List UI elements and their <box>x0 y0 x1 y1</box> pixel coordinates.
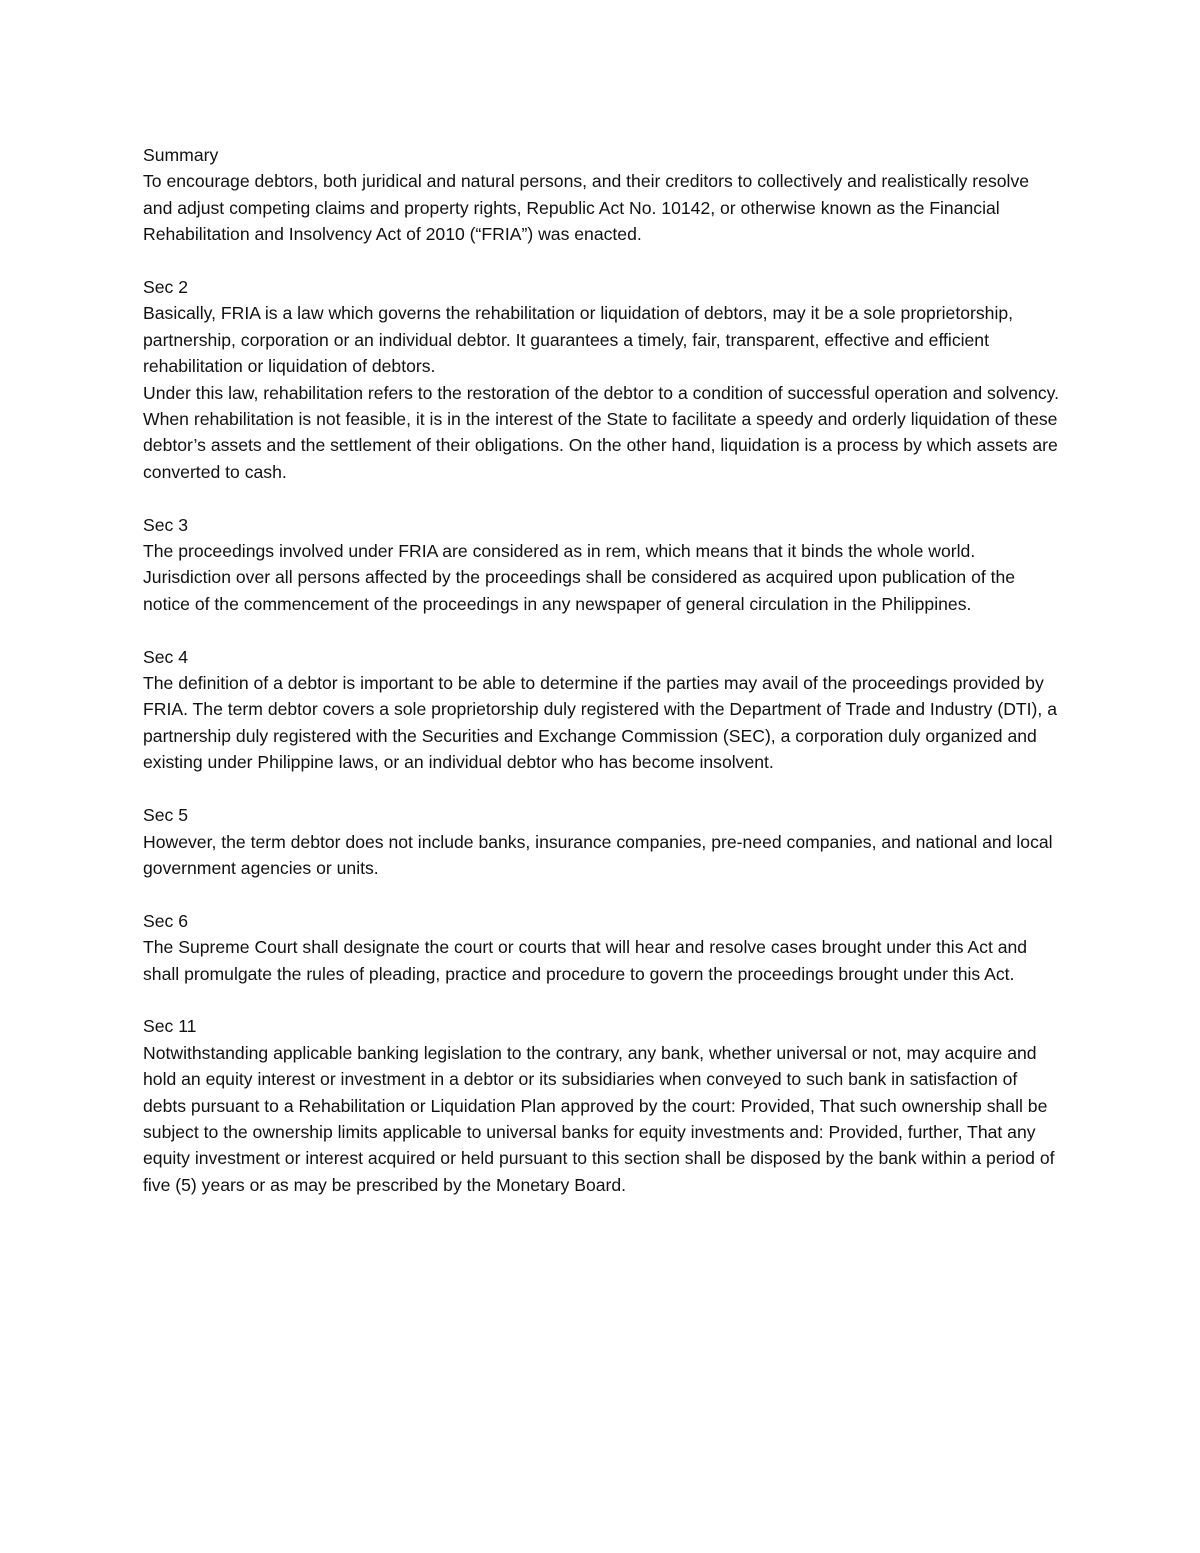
section-heading: Sec 4 <box>143 646 188 667</box>
section-sec-4 <box>143 644 1063 776</box>
section-paragraph: The proceedings involved under FRIA are considered as in rem, which means that it binds the whole world. Jurisdiction over all persons affected by the proceedings shall be considered as acquired upon publication of the notice of the commencement of the proceedings in any newspaper of general circulation in the Philippines. <box>143 541 1016 614</box>
section-heading: Summary <box>143 145 219 165</box>
document-body <box>143 142 1063 1225</box>
section-paragraph: The Supreme Court shall designate the court or courts that will hear and resolve cases brought under this Act and shall promulgate the rules of pleading, practice and procedure to govern the proceedings brought under this Act. <box>143 937 1028 984</box>
section-paragraph: However, the term debtor does not include banks, insurance companies, pre-need companies, and national and local government agencies or units. <box>143 831 1053 878</box>
section-paragraph: Notwithstanding applicable banking legislation to the contrary, any bank, whether universal or not, may acquire and hold an equity interest or investment in a debtor or its subsidiaries when conveyed to such bank in satisfaction of debts pursuant to a Rehabilitation or Liquidation Plan approved by the court: Provided, That such ownership shall be subject to the ownership limits applicable to universal banks for equity investments and: Provided, further, That any equity investment or interest acquired or held pursuant to this section shall be disposed by the bank within a period of five (5) years or as may be prescribed by the Monetary Board. <box>143 1042 1055 1195</box>
section-sec-5 <box>143 802 1063 881</box>
section-sec-2 <box>143 274 1063 485</box>
section-heading: Sec 5 <box>143 805 188 826</box>
section-heading: Sec 11 <box>143 1016 197 1037</box>
section-summary <box>143 142 1063 248</box>
section-paragraph: The definition of a debtor is important to be able to determine if the parties may avail of the proceedings provided by FRIA. The term debtor covers a sole proprietorship duly registered with the Department of Trade and Industry (DTI), a partnership duly registered with the Securities and Exchange Commission (SEC), a corporation duly organized and existing under Philippine laws, or an individual debtor who has become insolvent. <box>143 673 1057 773</box>
section-paragraph: Basically, FRIA is a law which governs the rehabilitation or liquidation of debtors, may it be a sole proprietorship, partnership, corporation or an individual debtor. It guarantees a timely, fair, transparent, effective and efficient rehabilitation or liquidation of debtors. <box>143 303 1014 377</box>
section-paragraph: Under this law, rehabilitation refers to the restoration of the debtor to a condition of successful operation and solvency. When rehabilitation is not feasible, it is in the interest of the State to facilitate a speedy and orderly liquidation of these debtor’s assets and the settlement of their obligations. On the other hand, liquidation is a process by which assets are converted to cash. <box>143 382 1060 482</box>
section-sec-6 <box>143 908 1063 987</box>
section-sec-3 <box>143 512 1063 618</box>
section-paragraph: To encourage debtors, both juridical and natural persons, and their creditors to collectively and realistically resolve and adjust competing claims and property rights, Republic Act No. 10142, or otherwise known as the Financial Rehabilitation and Insolvency Act of 2010 (“FRIA”) was enacted. <box>143 171 1030 245</box>
section-heading: Sec 2 <box>143 277 188 298</box>
section-heading: Sec 6 <box>143 910 188 931</box>
section-heading: Sec 3 <box>143 514 188 535</box>
section-sec-11 <box>143 1013 1063 1198</box>
